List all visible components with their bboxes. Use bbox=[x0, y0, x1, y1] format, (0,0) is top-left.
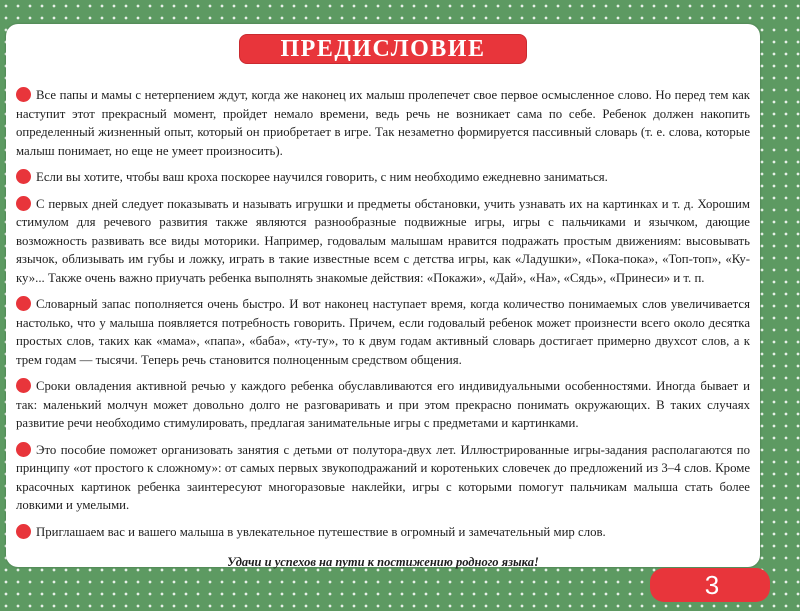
bullet-dot-icon bbox=[16, 524, 31, 539]
paragraph-2 bbox=[16, 168, 750, 187]
closing-line: Удачи и успехов на пути к постижению родного языка! bbox=[227, 555, 539, 569]
preface-text bbox=[16, 86, 750, 572]
paragraph-4 bbox=[16, 295, 750, 369]
page-number-badge bbox=[650, 568, 770, 602]
paragraph-6 bbox=[16, 441, 750, 515]
bullet-dot-icon bbox=[16, 169, 31, 184]
paragraph-3 bbox=[16, 195, 750, 288]
page-title: ПРЕДИСЛОВИЕ bbox=[239, 34, 527, 64]
paragraph-text: Сроки овладения активной речью у каждого ребенка обуславливаются его индивидуальными особенностями. Иногда бывает и так: маленький молчун может довольно долго не разговаривать и при этом прекрасно понимать окружающих. В таких случаях развитие речи необходимо стимулировать, предлагая занимательные игры с предметами и картинками. bbox=[16, 379, 750, 430]
paragraph-7 bbox=[16, 523, 750, 542]
bullet-dot-icon bbox=[16, 196, 31, 211]
paragraph-text: Все папы и мамы с нетерпением ждут, когда же наконец их малыш пролепечет свое первое осмысленное слово. Но перед тем как наступит этот прекрасный момент, пройдет немало времени, ведь речь не возникает сама по себе. Ребенок должен накопить определенный жизненный опыт, который он приобретает в игре. Так незаметно формируется пассивный словарь (т. е. слова, которые малыш понимает, но еще не умеет произносить). bbox=[16, 88, 750, 158]
page-sheet bbox=[6, 24, 760, 567]
paragraph-1 bbox=[16, 86, 750, 160]
paragraph-text: Словарный запас пополняется очень быстро. И вот наконец наступает время, когда количество понимаемых слов увеличивается настолько, что у малыша появляется потребность говорить. Причем, если годовалый ребенок может произнести всего около десятка простых слов, таких как «мама», «папа», «баба», «ту-ту», то к двум годам активный словарь достигает примерно двухсот слов, а к трем годам — тысячи. Теперь речь становится полноценным средством общения. bbox=[16, 297, 750, 367]
paragraph-text: С первых дней следует показывать и называть игрушки и предметы обстановки, учить узнавать их на картинках и т. д. Хорошим стимулом для речевого развития также являются разнообразные подвижные игры, игры с пальчиками и язычком, дающие возможность развивать все виды моторики. Например, годовалым малышам нравится подражать простым движениям: высовывать язычок, облизывать им губы и ложку, играть в такие известные всем с детства игры, как «Ладушки», «Пока-пока», «Топ-топ», «Ку-ку»... Также очень важно приучать ребенка выполнять знакомые действия: «Покажи», «Дай», «На», «Сядь», «Принеси» и т. п. bbox=[16, 196, 750, 285]
bullet-dot-icon bbox=[16, 378, 31, 393]
bullet-dot-icon bbox=[16, 87, 31, 102]
paragraph-5 bbox=[16, 377, 750, 433]
paragraph-text: Если вы хотите, чтобы ваш кроха поскорее научился говорить, с ним необходимо ежедневно заниматься. bbox=[36, 170, 608, 184]
page-number: 3 bbox=[704, 570, 720, 600]
paragraph-text: Приглашаем вас и вашего малыша в увлекательное путешествие в огромный и замечательный мир слов. bbox=[36, 524, 606, 539]
paragraph-text: Это пособие поможет организовать занятия с детьми от полутора-двух лет. Иллюстрированные игры-задания располагаются по принципу «от простого к сложному»: от самых первых звукоподражаний и коротеньких словечек до предложений из 3–4 слов. Кроме красочных картинок ребенка заинтересуют многоразовые наклейки, игры с которыми помогут пальчикам малыша стать более ловкими и умелыми. bbox=[16, 442, 750, 512]
bullet-dot-icon bbox=[16, 442, 31, 457]
bullet-dot-icon bbox=[16, 296, 31, 311]
title-wrap bbox=[6, 34, 760, 64]
